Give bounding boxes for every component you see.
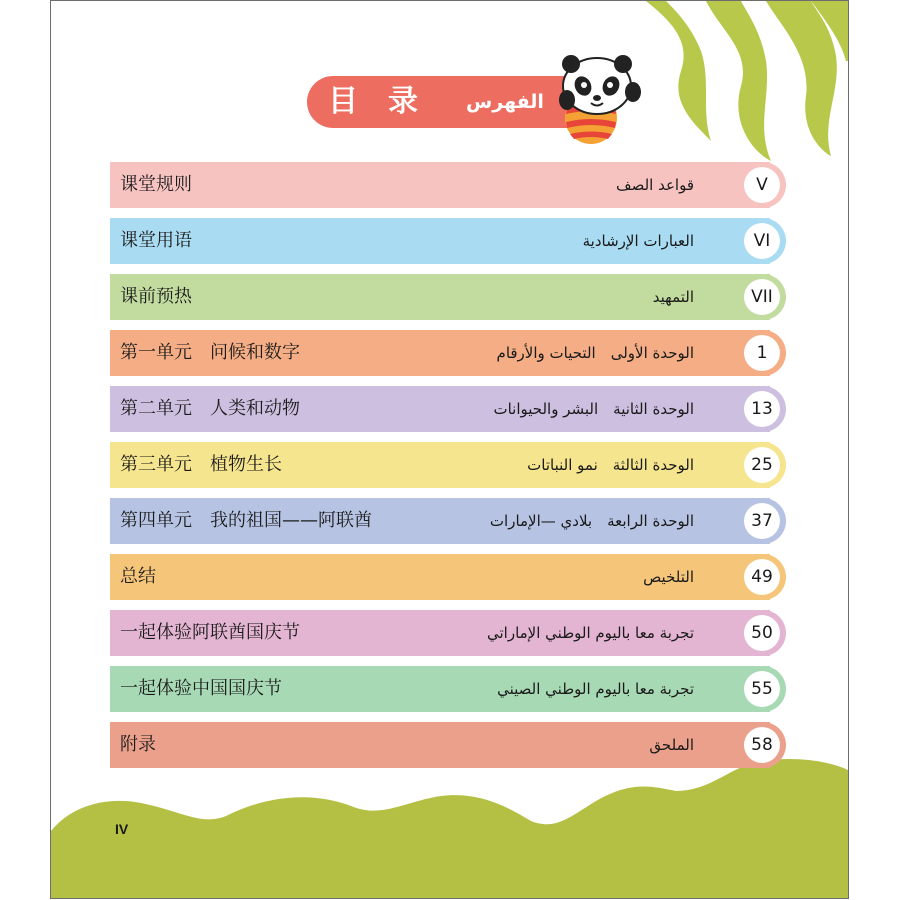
toc-page-number: VI [744,223,780,259]
toc-title-arabic: الوحدة الرابعة بلادي —الإمارات [489,512,694,530]
toc-title-chinese: 附录 [120,734,156,755]
toc-title-arabic: قواعد الصف [616,176,694,194]
toc-title-chinese: 第一单元 问候和数字 [120,342,300,363]
toc-title-chinese: 一起体验阿联酋国庆节 [120,622,300,643]
toc-title-chinese: 课堂用语 [120,230,192,251]
toc-page-badge [728,274,786,320]
toc-title-chinese: 课堂规则 [120,174,192,195]
toc-row[interactable] [110,330,786,376]
toc-page-number: 50 [744,615,780,651]
toc-row[interactable] [110,442,786,488]
toc-row[interactable] [110,722,786,768]
toc-row[interactable] [110,498,786,544]
panda-mascot-icon [555,52,647,148]
toc-row[interactable] [110,218,786,264]
toc-page-number: V [744,167,780,203]
toc-title-arabic: الوحدة الأولى التحيات والأرقام [496,344,694,362]
toc-page-badge [728,722,786,768]
toc-title-chinese: 第四单元 我的祖国——阿联酋 [120,510,372,531]
toc-title-chinese: 课前预热 [120,286,192,307]
toc-page-badge [728,386,786,432]
toc-page-badge [728,330,786,376]
toc-title-arabic: تجربة معا باليوم الوطني الإماراتي [486,624,694,642]
toc-page-badge [728,610,786,656]
toc-row[interactable] [110,274,786,320]
toc-title-arabic: الملحق [649,736,694,754]
toc-page-badge [728,442,786,488]
ground-hills [51,759,849,899]
toc-page-number: 25 [744,447,780,483]
toc-row[interactable] [110,554,786,600]
toc-row[interactable] [110,386,786,432]
toc-row[interactable] [110,610,786,656]
toc-title-arabic: تجربة معا باليوم الوطني الصيني [497,680,694,698]
toc-page-number: 58 [744,727,780,763]
toc-page-number: VII [744,279,780,315]
page-number: IV [115,821,129,837]
toc-title-arabic: الوحدة الثالثة نمو النباتات [527,456,694,474]
toc-title-chinese: 第二单元 人类和动物 [120,398,300,419]
toc-title-chinese: 一起体验中国国庆节 [120,678,282,699]
toc-page-number: 55 [744,671,780,707]
page-title: 目录 [318,84,458,120]
toc-title-arabic: التمهيد [652,288,694,306]
toc-page-badge [728,498,786,544]
leaf-decoration-icon [646,1,849,161]
toc-title-chinese: 第三单元 植物生长 [120,454,282,475]
toc-page-badge [728,218,786,264]
table-of-contents [110,162,786,778]
toc-page-badge [728,666,786,712]
page-title-arabic: الفهرس [455,84,555,120]
toc-page-number: 13 [744,391,780,427]
toc-title-arabic: العبارات الإرشادية [582,232,694,250]
toc-page-badge [728,162,786,208]
toc-row[interactable] [110,666,786,712]
toc-page-number: 49 [744,559,780,595]
toc-row[interactable] [110,162,786,208]
toc-page-number: 1 [744,335,780,371]
toc-title-chinese: 总结 [120,566,156,587]
toc-title-arabic: الوحدة الثانية البشر والحيوانات [493,400,694,418]
toc-page-number: 37 [744,503,780,539]
toc-title-arabic: التلخيص [643,568,694,586]
toc-page-badge [728,554,786,600]
